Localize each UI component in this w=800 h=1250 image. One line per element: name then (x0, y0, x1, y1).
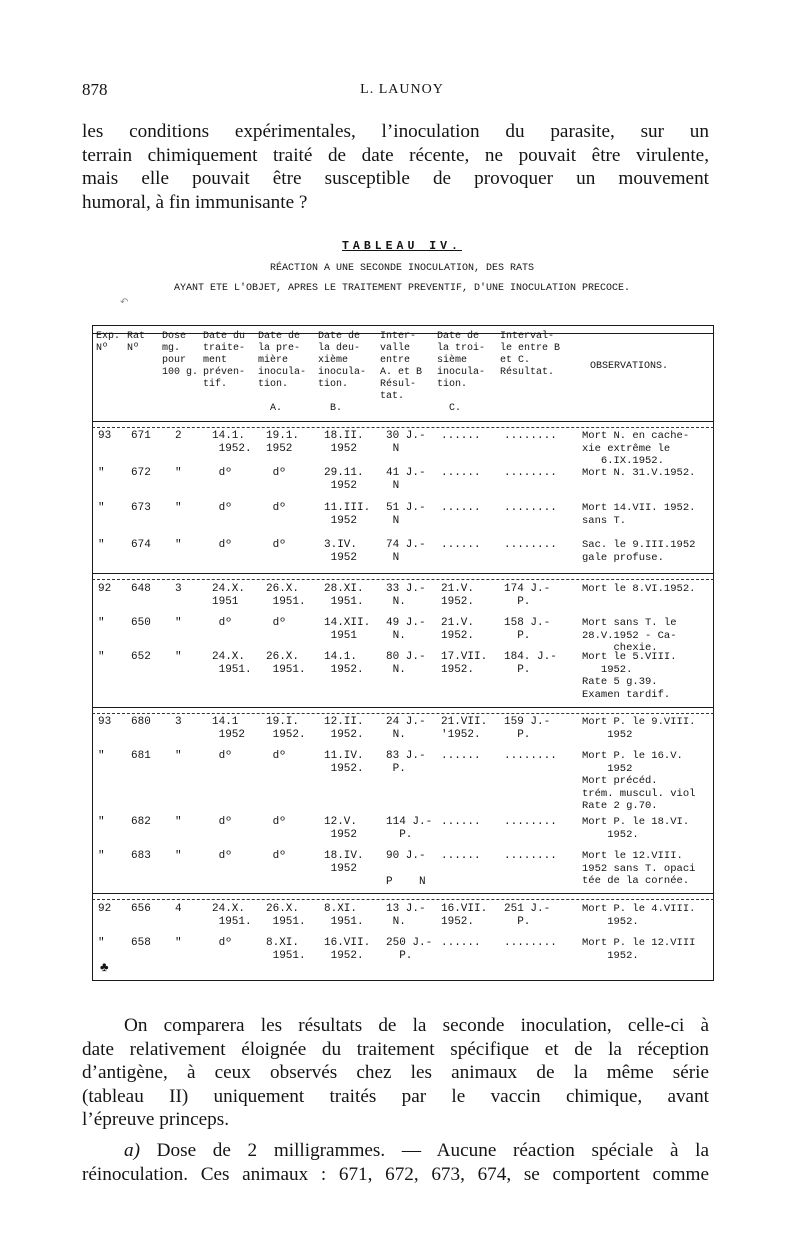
cell-observations: Mort P. le 18.VI. 1952. (582, 816, 690, 841)
cell-first-inoculation: 26.X. 1951. (266, 651, 306, 676)
cell-interval-bc: ........ (504, 430, 557, 442)
cell-exp: 92 (98, 583, 112, 595)
cell-exp: " (98, 467, 105, 479)
cell-dose: " (175, 816, 182, 828)
cell-rat: 682 (131, 816, 151, 828)
table-title: TABLEAU IV. (342, 240, 462, 253)
cell-second-inoculation: 18.IV. 1952 (324, 850, 364, 875)
table-rule (92, 707, 714, 708)
cell-first-inoculation: dº (266, 467, 286, 479)
cell-treatment-date: dº (212, 467, 232, 479)
column-header-first-inoculation: Date de la pre- mière inocula- tion. A. (258, 331, 307, 414)
text-line: mais elle pouvait être susceptible de provoquer un mouvement (82, 168, 709, 189)
cell-treatment-date: dº (212, 750, 232, 762)
cell-interval-ab: 13 J.- N. (386, 903, 426, 928)
cell-interval-ab: 83 J.- P. (386, 750, 426, 775)
cell-interval-ab: 30 J.- N (386, 430, 426, 455)
cell-interval-ab: 90 J.- P N (386, 850, 426, 888)
column-header-dose: Dose mg. pour 100 g. (162, 331, 199, 378)
cell-third-inoculation: ...... (441, 937, 481, 949)
bottom-mark: ♣ (100, 959, 109, 974)
cell-third-inoculation: ...... (441, 816, 481, 828)
cell-exp: " (98, 750, 105, 762)
cell-first-inoculation: 19.1. 1952 (266, 430, 300, 455)
cell-second-inoculation: 12.II. 1952. (324, 716, 364, 741)
section-label: a) (124, 1140, 140, 1161)
cell-third-inoculation: ...... (441, 850, 481, 862)
cell-treatment-date: dº (212, 539, 232, 551)
cell-first-inoculation: 19.I. 1952. (266, 716, 306, 741)
text-line: date relativement éloignée du traitement spécifique et de la réception (82, 1038, 709, 1060)
cell-interval-bc: ........ (504, 816, 557, 828)
table-rule (92, 713, 714, 714)
cell-observations: Mort sans T. le 28.V.1952 - Ca- chexie. (582, 617, 677, 654)
table-rule (92, 573, 714, 574)
section-text: Dose de 2 milligrammes. — Aucune réaction spéciale à la (139, 1140, 709, 1161)
cell-first-inoculation: 8.XI. 1951. (266, 937, 306, 962)
cell-dose: " (175, 539, 182, 551)
cell-second-inoculation: 16.VII. 1952. (324, 937, 371, 962)
table-rule (92, 427, 714, 428)
cell-dose: 2 (175, 430, 182, 442)
column-header-observations: OBSERVATIONS. (590, 361, 669, 372)
cell-observations: Sac. le 9.III.1952 gale profuse. (582, 539, 696, 564)
cell-interval-ab: 41 J.- N (386, 467, 426, 492)
text-line: terrain chimiquement traité de date récente, ne pouvait être virulente, (82, 144, 709, 166)
cell-observations: Mort P. le 16.V. 1952 Mort précéd. trém. muscul. viol Rate 2 g.70. (582, 750, 696, 812)
cell-second-inoculation: 8.XI. 1951. (324, 903, 364, 928)
cell-second-inoculation: 28.XI. 1951. (324, 583, 364, 608)
cell-treatment-date: 24.X. 1951 (212, 583, 246, 608)
table-rule (92, 579, 714, 580)
text-line: humoral, à fin immunisante ? (82, 191, 308, 213)
cell-rat: 671 (131, 430, 151, 442)
cell-treatment-date: dº (212, 816, 232, 828)
cell-observations: Mort P. le 9.VIII. 1952 (582, 716, 696, 741)
cell-exp: " (98, 937, 105, 949)
cell-first-inoculation: dº (266, 816, 286, 828)
text-line: réinoculation. Ces animaux : 671, 672, 673, 674, se comportent comme (82, 1163, 709, 1185)
cell-exp: " (98, 617, 105, 629)
cell-treatment-date: dº (212, 502, 232, 514)
cell-interval-ab: 51 J.- N (386, 502, 426, 527)
cell-interval-ab: 33 J.- N. (386, 583, 426, 608)
cell-second-inoculation: 14.1. 1952. (324, 651, 364, 676)
cell-first-inoculation: 26.X. 1951. (266, 903, 306, 928)
cell-interval-bc: ........ (504, 750, 557, 762)
cell-treatment-date: 14.1. 1952. (212, 430, 252, 455)
cell-interval-ab: 74 J.- N (386, 539, 426, 564)
cell-treatment-date: 24.X. 1951. (212, 903, 252, 928)
cell-observations: Mort le 8.VI.1952. (582, 583, 696, 595)
cell-interval-bc: 158 J.- P. (504, 617, 551, 642)
cell-treatment-date: 14.1 1952 (212, 716, 246, 741)
cell-rat: 650 (131, 617, 151, 629)
text-line (82, 1139, 709, 1163)
cell-interval-bc: ........ (504, 539, 557, 551)
cell-first-inoculation: dº (266, 617, 286, 629)
text-line: l’épreuve princeps. (82, 1109, 230, 1130)
cell-third-inoculation: 21.VII. '1952. (441, 716, 488, 741)
comparison-paragraph (82, 1014, 709, 1132)
cell-third-inoculation: 21.V. 1952. (441, 583, 475, 608)
cell-observations: Mort le 12.VIII. 1952 sans T. opaci tée de la cornée. (582, 850, 696, 887)
cell-second-inoculation: 18.II. 1952 (324, 430, 364, 455)
column-header-interval-ab: Inter- valle entre A. et B Résul- tat. (380, 331, 423, 402)
cell-interval-bc: 251 J.- P. (504, 903, 551, 928)
cell-exp: " (98, 850, 105, 862)
cell-first-inoculation: dº (266, 502, 286, 514)
cell-rat: 674 (131, 539, 151, 551)
cell-treatment-date: dº (212, 850, 232, 862)
cell-observations: Mort P. le 4.VIII. 1952. (582, 903, 696, 928)
cell-rat: 683 (131, 850, 151, 862)
cell-third-inoculation: ...... (441, 539, 481, 551)
text-line: d’antigène, à ceux observés chez les animaux de la même série (82, 1062, 709, 1083)
cell-second-inoculation: 29.11. 1952 (324, 467, 364, 492)
cell-treatment-date: dº (212, 617, 232, 629)
cell-treatment-date: 24.X. 1951. (212, 651, 252, 676)
cell-observations: Mort N. en cache- xie extrême le 6.IX.1952. (582, 430, 690, 467)
cell-rat: 681 (131, 750, 151, 762)
cell-interval-bc: ........ (504, 467, 557, 479)
text-line: les conditions expérimentales, l’inoculation du parasite, sur un (82, 121, 709, 142)
cell-exp: " (98, 651, 105, 663)
cell-interval-bc: ........ (504, 937, 557, 949)
column-header-third-inoculation: Date de la troi- sième inocula- tion. C. (437, 331, 486, 414)
cell-interval-ab: 24 J.- N. (386, 716, 426, 741)
cell-interval-ab: 250 J.- P. (386, 937, 433, 962)
cell-third-inoculation: ...... (441, 502, 481, 514)
cell-dose: 3 (175, 716, 182, 728)
column-header-rat: Rat Nº (127, 331, 146, 354)
column-header-interval-bc: Interval- le entre B et C. Résultat. (500, 331, 561, 378)
cell-rat: 658 (131, 937, 151, 949)
cell-rat: 673 (131, 502, 151, 514)
cell-observations: Mort P. le 12.VIII 1952. (582, 937, 696, 962)
cell-dose: " (175, 502, 182, 514)
table-rule (92, 893, 714, 894)
cell-first-inoculation: dº (266, 850, 286, 862)
cell-third-inoculation: 16.VII. 1952. (441, 903, 488, 928)
table-rule (92, 899, 714, 900)
cell-second-inoculation: 12.V. 1952 (324, 816, 358, 841)
cell-first-inoculation: dº (266, 539, 286, 551)
cell-dose: " (175, 467, 182, 479)
cell-second-inoculation: 11.III. 1952 (324, 502, 371, 527)
intro-paragraph (82, 120, 709, 214)
cell-interval-bc: ........ (504, 850, 557, 862)
cell-second-inoculation: 3.IV. 1952 (324, 539, 358, 564)
cell-interval-ab: 114 J.- P. (386, 816, 433, 841)
cell-third-inoculation: 17.VII. 1952. (441, 651, 488, 676)
cell-second-inoculation: 14.XII. 1951 (324, 617, 371, 642)
cell-dose: " (175, 651, 182, 663)
cell-rat: 656 (131, 903, 151, 915)
cell-exp: " (98, 539, 105, 551)
cell-exp: 93 (98, 716, 112, 728)
margin-mark: ↶ (120, 297, 129, 308)
cell-observations: Mort N. 31.V.1952. (582, 467, 696, 479)
cell-exp: 92 (98, 903, 112, 915)
cell-interval-bc: 184. J.- P. (504, 651, 557, 676)
cell-interval-ab: 49 J.- N. (386, 617, 426, 642)
dose-paragraph (82, 1139, 709, 1186)
table-subtitle: AYANT ETE L'OBJET, APRES LE TRAITEMENT PREVENTIF, D'UNE INOCULATION PRECOCE. (173, 283, 631, 294)
cell-dose: " (175, 750, 182, 762)
running-head: L. LAUNOY (360, 82, 444, 97)
table-subtitle: RÉACTION A UNE SECONDE INOCULATION, DES RATS (269, 263, 535, 274)
text-line: On comparera les résultats de la seconde inoculation, celle-ci à (124, 1015, 709, 1036)
cell-dose: 4 (175, 903, 182, 915)
cell-rat: 680 (131, 716, 151, 728)
column-header-treatment-date: Date du traite- ment préven- tif. (203, 331, 246, 390)
cell-observations: Mort 14.VII. 1952. sans T. (582, 502, 696, 527)
cell-observations: Mort le 5.VIII. 1952. Rate 5 g.39. Examen tardif. (582, 651, 677, 701)
cell-dose: 3 (175, 583, 182, 595)
cell-second-inoculation: 11.IV. 1952. (324, 750, 364, 775)
cell-third-inoculation: 21.V. 1952. (441, 617, 475, 642)
cell-third-inoculation: ...... (441, 467, 481, 479)
cell-rat: 648 (131, 583, 151, 595)
cell-interval-bc: 174 J.- P. (504, 583, 551, 608)
cell-interval-bc: ........ (504, 502, 557, 514)
page-number: 878 (82, 80, 108, 99)
cell-exp: " (98, 816, 105, 828)
cell-first-inoculation: 26.X. 1951. (266, 583, 306, 608)
table-rule (92, 421, 714, 422)
cell-dose: " (175, 937, 182, 949)
page-header (82, 80, 722, 104)
cell-interval-ab: 80 J.- N. (386, 651, 426, 676)
cell-treatment-date: dº (212, 937, 232, 949)
cell-rat: 672 (131, 467, 151, 479)
cell-interval-bc: 159 J.- P. (504, 716, 551, 741)
column-header-exp: Exp. Nº (96, 331, 121, 354)
cell-dose: " (175, 850, 182, 862)
cell-third-inoculation: ...... (441, 430, 481, 442)
cell-dose: " (175, 617, 182, 629)
cell-third-inoculation: ...... (441, 750, 481, 762)
text-line: (tableau II) uniquement traités par le vaccin chimique, avant (82, 1085, 709, 1107)
cell-exp: 93 (98, 430, 112, 442)
cell-first-inoculation: dº (266, 750, 286, 762)
cell-exp: " (98, 502, 105, 514)
column-header-second-inoculation: Date de la deu- xième inocula- tion. B. (318, 331, 367, 414)
cell-rat: 652 (131, 651, 151, 663)
